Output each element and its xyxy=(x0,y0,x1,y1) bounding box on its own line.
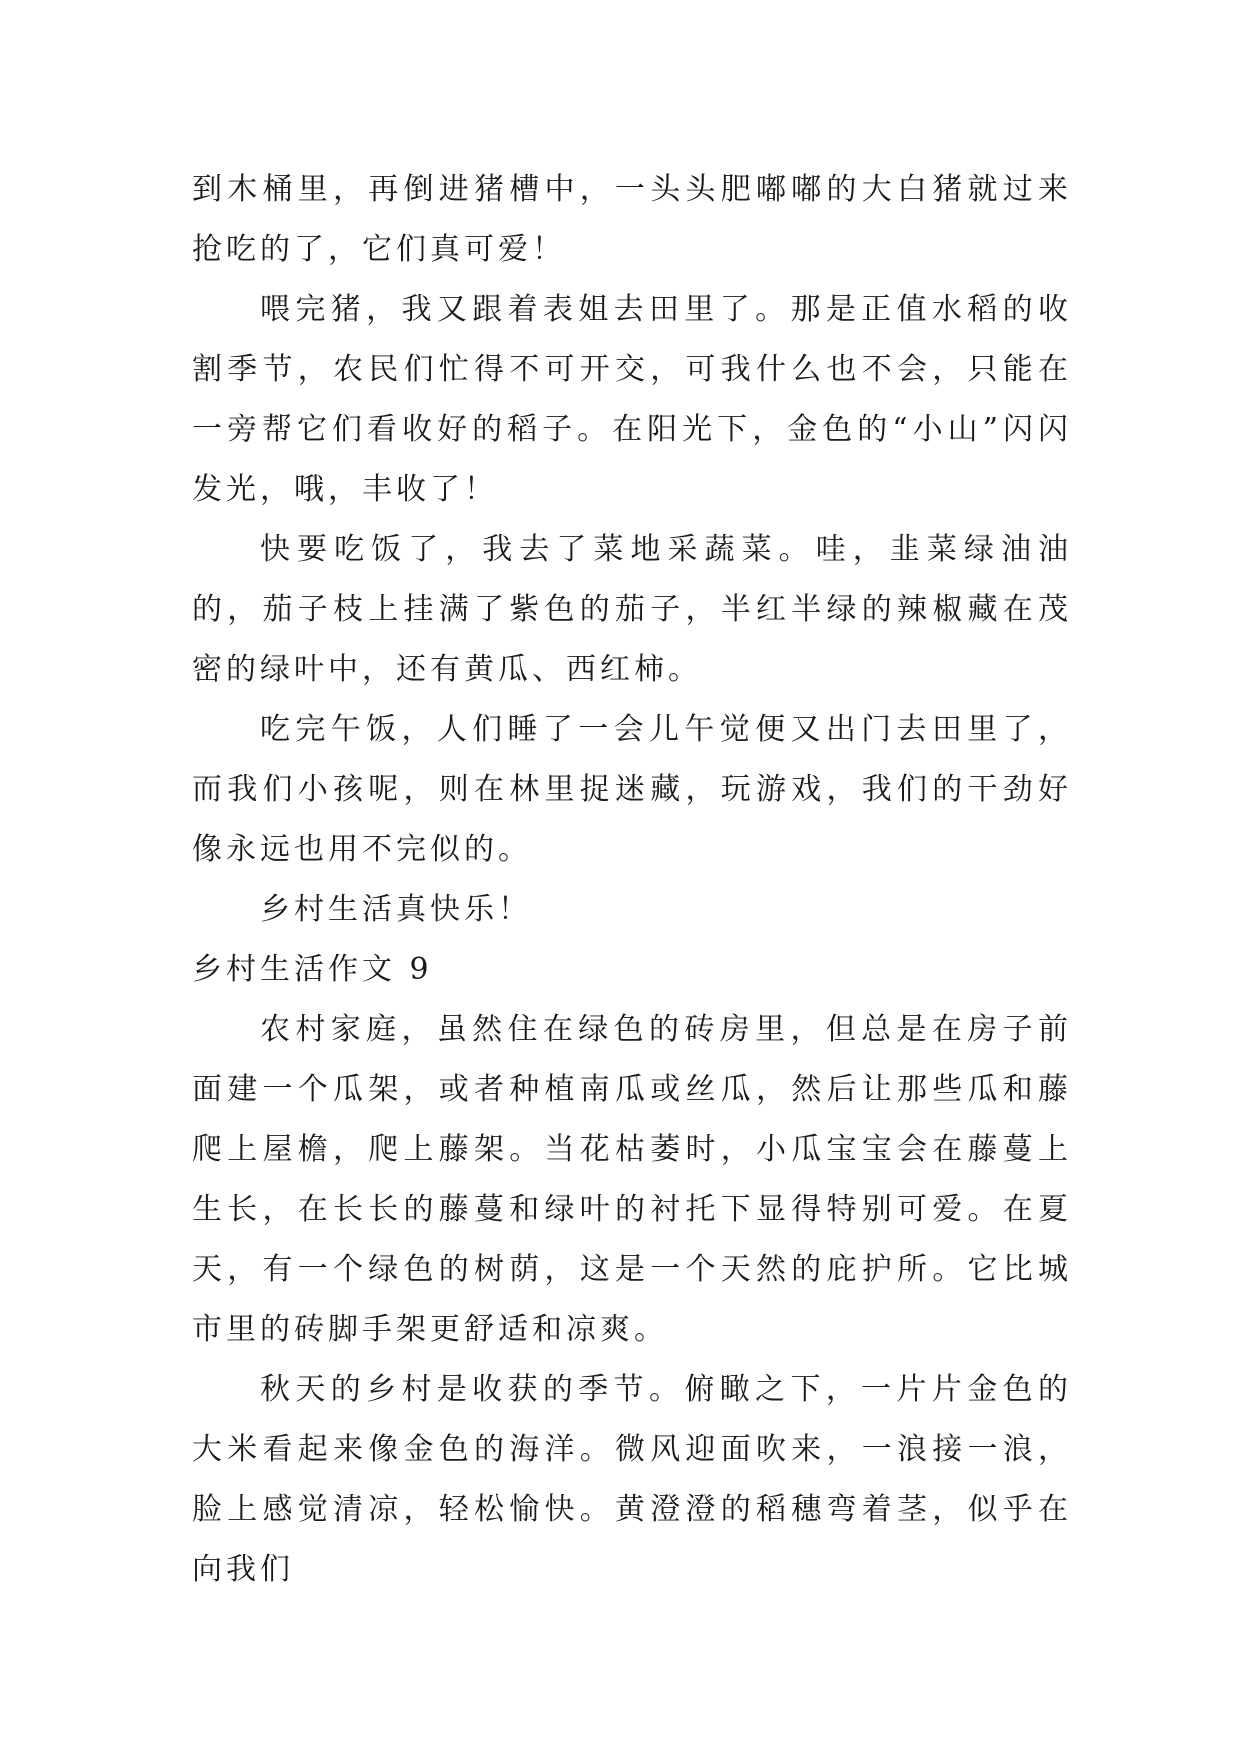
paragraph-afternoon-games: 吃完午饭，人们睡了一会儿午觉便又出门去田里了，而我们小孩呢，则在林里捉迷藏，玩游戏，我们的干劲好像永远也用不完似的。 xyxy=(192,712,1072,867)
paragraph-continued: 到木桶里，再倒进猪槽中，一头头肥嘟嘟的大白猪就过来抢吃的了，它们真可爱！ xyxy=(192,172,1072,267)
document-body xyxy=(192,160,1072,1600)
paragraph-feeding-pigs-field: 喂完猪，我又跟着表姐去田里了。那是正值水稻的收割季节，农民们忙得不可开交，可我什么也不会，只能在一旁帮它们看收好的稻子。在阳光下，金色的“小山”闪闪发光，哦，丰收了！ xyxy=(192,292,1072,507)
paragraph-vegetable-garden: 快要吃饭了，我去了菜地采蔬菜。哇，韭菜绿油油的，茄子枝上挂满了紫色的茄子，半红半绿的辣椒藏在茂密的绿叶中，还有黄瓜、西红柿。 xyxy=(192,532,1072,687)
paragraph-autumn-harvest: 秋天的乡村是收获的季节。俯瞰之下，一片片金色的大米看起来像金色的海洋。微风迎面吹来，一浪接一浪，脸上感觉清凉，轻松愉快。黄澄澄的稻穗弯着茎，似乎在向我们 xyxy=(192,1372,1072,1587)
essay-title: 乡村生活作文 9 xyxy=(192,952,433,987)
paragraph-melon-trellis: 农村家庭，虽然住在绿色的砖房里，但总是在房子前面建一个瓜架，或者种植南瓜或丝瓜，然后让那些瓜和藤爬上屋檐，爬上藤架。当花枯萎时，小瓜宝宝会在藤蔓上生长，在长长的藤蔓和绿叶的衬托下显得特别可爱。在夏天，有一个绿色的树荫，这是一个天然的庇护所。它比城市里的砖脚手架更舒适和凉爽。 xyxy=(192,1012,1072,1347)
paragraph-conclusion: 乡村生活真快乐！ xyxy=(260,892,532,927)
